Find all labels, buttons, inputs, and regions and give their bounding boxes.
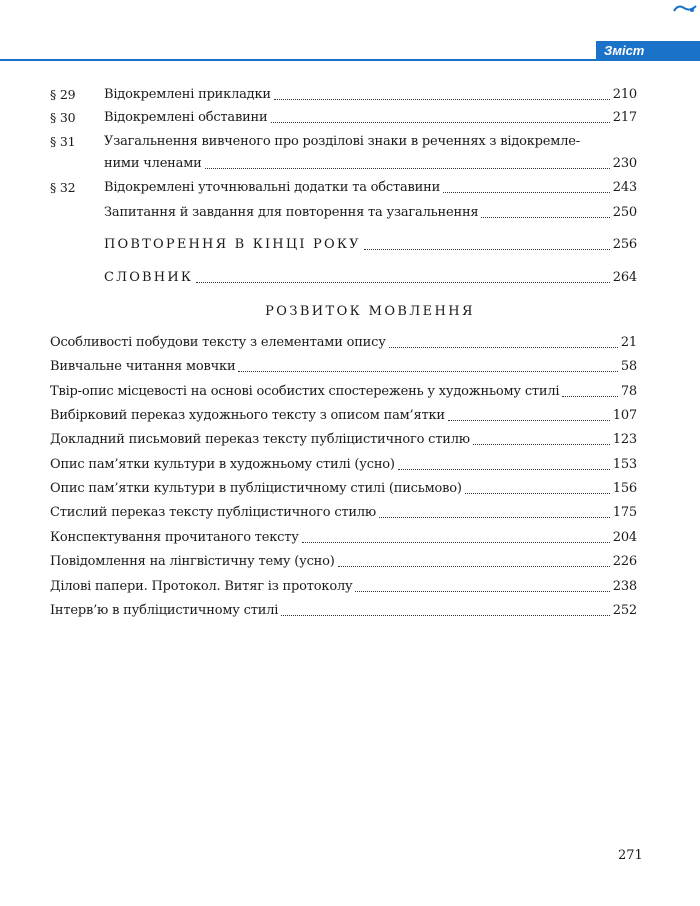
- leader-dots: [473, 443, 610, 445]
- toc-title: ПОВТОРЕННЯ В КІНЦІ РОКУ: [104, 237, 361, 252]
- leader-dots: [338, 565, 610, 567]
- item-page: 107: [612, 408, 637, 423]
- toc-row[interactable]: [104, 233, 637, 253]
- leader-dots: [389, 346, 618, 348]
- list-item[interactable]: [50, 380, 637, 400]
- section-number: § 32: [50, 180, 76, 195]
- list-item[interactable]: [50, 355, 637, 375]
- item-title: Особливості побудови тексту з елементами опису: [50, 335, 386, 350]
- toc-row-line1[interactable]: [50, 130, 637, 150]
- toc-title: Відокремлені прикладки: [104, 87, 271, 102]
- item-title: Опис пам’ятки культури в художньому стилі (усно): [50, 457, 395, 472]
- item-title: Твір-опис місцевості на основі особистих спостережень у художньому стилі: [50, 384, 560, 399]
- list-item[interactable]: [50, 331, 637, 351]
- leader-dots: [271, 121, 610, 123]
- item-title: Докладний письмовий переказ тексту публіцистичного стилю: [50, 432, 470, 447]
- item-page: 204: [612, 530, 637, 545]
- leader-dots: [205, 167, 610, 169]
- list-item[interactable]: [50, 428, 637, 448]
- leader-dots: [364, 248, 610, 250]
- section-number: § 30: [50, 110, 76, 125]
- toc-title: СЛОВНИК: [104, 270, 194, 285]
- item-page: 226: [612, 554, 637, 569]
- leader-dots: [398, 468, 610, 470]
- item-page: 58: [620, 359, 637, 374]
- toc-row-line2[interactable]: [104, 152, 637, 172]
- toc-row[interactable]: [104, 201, 637, 221]
- leader-dots: [281, 614, 610, 616]
- leader-dots: [443, 191, 610, 193]
- leader-dots: [238, 370, 617, 372]
- toc-title: Запитання й завдання для повторення та узагальнення: [104, 205, 479, 220]
- section-title: Зміст: [604, 43, 645, 58]
- item-page: 78: [620, 384, 637, 399]
- leader-dots: [448, 419, 610, 421]
- toc-row[interactable]: [50, 176, 637, 196]
- item-title: Вивчальне читання мовчки: [50, 359, 236, 374]
- speech-development-heading: РОЗВИТОК МОВЛЕННЯ: [265, 304, 475, 319]
- leader-dots: [355, 590, 609, 592]
- toc-row[interactable]: [104, 266, 637, 286]
- toc-page: 264: [612, 270, 637, 285]
- section-number: § 29: [50, 87, 76, 102]
- section-number: § 31: [50, 134, 76, 149]
- item-title: Повідомлення на лінгвістичну тему (усно): [50, 554, 335, 569]
- toc-page: 210: [612, 87, 637, 102]
- toc-page: 243: [612, 180, 637, 195]
- toc-row[interactable]: [50, 106, 637, 126]
- item-page: 156: [612, 481, 637, 496]
- header-tab-extension: [650, 41, 700, 61]
- item-title: Конспектування прочитаного тексту: [50, 530, 299, 545]
- list-item[interactable]: [50, 501, 637, 521]
- item-title: Стислий переказ тексту публіцистичного стилю: [50, 505, 377, 520]
- list-item[interactable]: [50, 575, 637, 595]
- toc-title: Узагальнення вивченого про розділові знаки в реченнях з відокремле-: [104, 134, 580, 149]
- leader-dots: [302, 541, 610, 543]
- toc-page: 230: [612, 156, 637, 171]
- list-item[interactable]: [50, 453, 637, 473]
- toc-row[interactable]: [50, 83, 637, 103]
- item-page: 21: [620, 335, 637, 350]
- item-page: 153: [612, 457, 637, 472]
- leader-dots: [562, 395, 617, 397]
- item-title: Ділові папери. Протокол. Витяг із протоколу: [50, 579, 353, 594]
- list-item[interactable]: [50, 599, 637, 619]
- leader-dots: [274, 98, 610, 100]
- publisher-logo-icon: [672, 2, 698, 14]
- toc-title: Відокремлені обставини: [104, 110, 268, 125]
- toc-page: 217: [612, 110, 637, 125]
- item-page: 252: [612, 603, 637, 618]
- item-title: Інтерв’ю в публіцистичному стилі: [50, 603, 279, 618]
- toc-page: 256: [612, 237, 637, 252]
- header-rule: [0, 59, 650, 61]
- item-title: Опис пам’ятки культури в публіцистичному стилі (письмово): [50, 481, 462, 496]
- list-item[interactable]: [50, 404, 637, 424]
- list-item[interactable]: [50, 526, 637, 546]
- leader-dots: [465, 492, 610, 494]
- list-item[interactable]: [50, 477, 637, 497]
- leader-dots: [481, 216, 609, 218]
- toc-title: Відокремлені уточнювальні додатки та обставини: [104, 180, 441, 195]
- item-page: 238: [612, 579, 637, 594]
- toc-page: 250: [612, 205, 637, 220]
- item-page: 175: [612, 505, 637, 520]
- page-number: 271: [618, 848, 643, 863]
- leader-dots: [379, 516, 610, 518]
- leader-dots: [196, 281, 610, 283]
- list-item[interactable]: [50, 550, 637, 570]
- toc-title-continuation: ними членами: [104, 156, 202, 171]
- item-title: Вибірковий переказ художнього тексту з описом пам’ятки: [50, 408, 445, 423]
- item-page: 123: [612, 432, 637, 447]
